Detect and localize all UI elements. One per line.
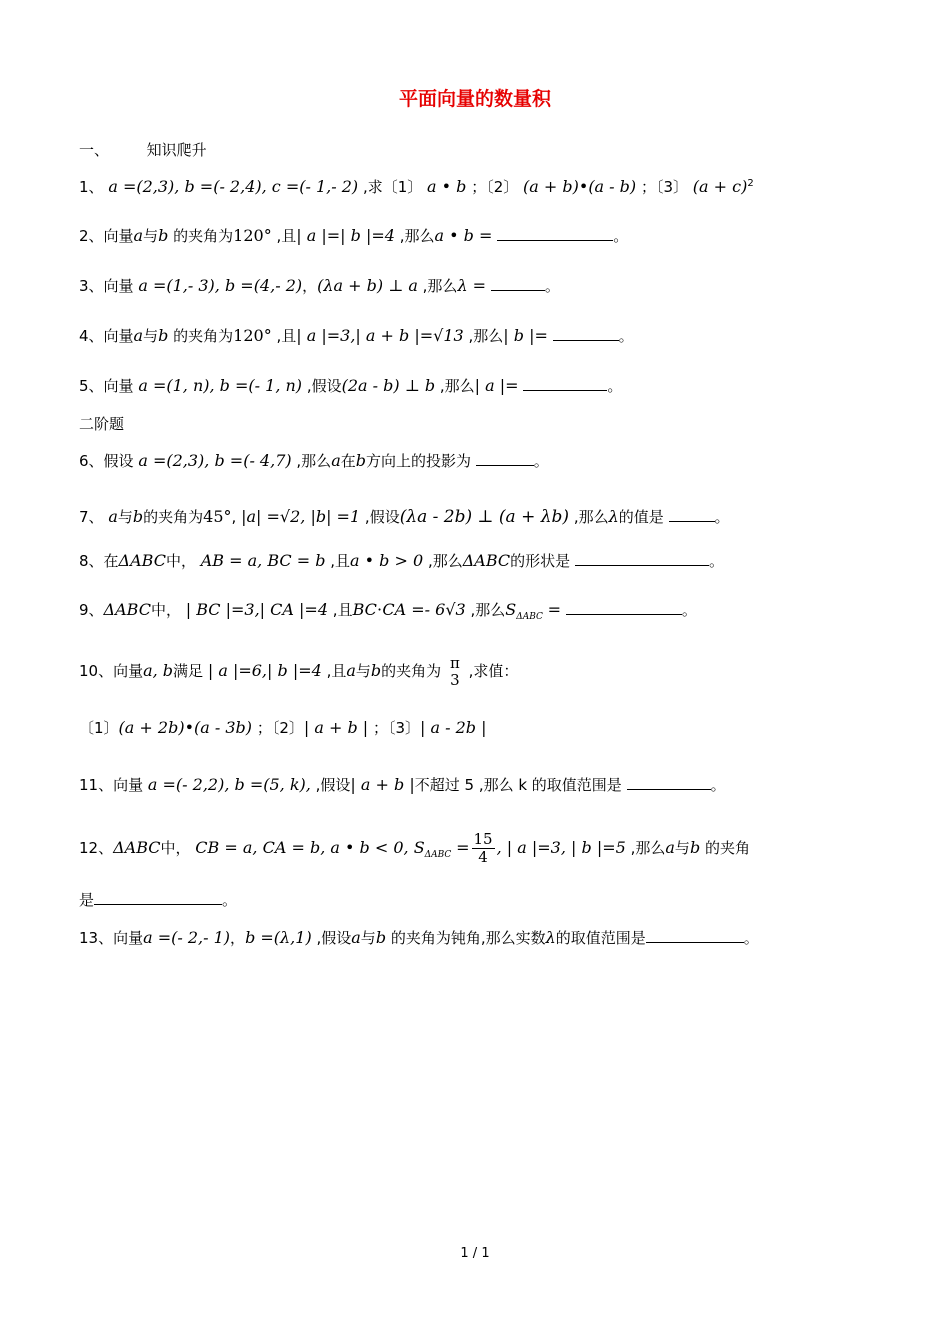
question-text: ， <box>230 929 246 947</box>
vector-b: b <box>132 507 144 526</box>
section-name: 二阶题 <box>79 415 125 433</box>
question-text: ,假设 <box>364 508 400 526</box>
math-expression: a • b > 0 <box>350 551 424 570</box>
vector-a: a <box>346 661 356 680</box>
vector-b: b <box>689 838 701 857</box>
question-6 <box>79 449 910 473</box>
question-text: 6、假设 <box>79 452 134 470</box>
vector-b: b <box>355 451 366 470</box>
question-9 <box>79 598 910 629</box>
answer-blank[interactable] <box>491 274 545 291</box>
math-expression: AB = a, BC = b <box>200 551 326 570</box>
vector-b: b <box>158 326 169 345</box>
question-text: 4、向量 <box>79 327 134 345</box>
question-text: ,那么 <box>296 452 332 470</box>
question-text: ；〔3〕 <box>372 719 420 737</box>
question-3 <box>79 274 910 298</box>
question-text: ,且 <box>276 227 297 245</box>
question-text: 的形状是 <box>510 552 571 570</box>
question-text: 。 <box>613 227 629 245</box>
area-symbol: S <box>505 600 517 619</box>
question-text: ；〔2〕 <box>256 719 304 737</box>
math-expression: (λa - 2b) ⊥ (a + λb) <box>399 507 570 527</box>
answer-blank[interactable] <box>646 926 744 943</box>
math-expression: a =(1,- 3), b =(4,- 2) <box>138 276 303 295</box>
question-text: 。 <box>533 452 549 470</box>
answer-blank[interactable] <box>476 449 534 466</box>
question-text: 。 <box>708 552 724 570</box>
question-text: 中， <box>165 552 196 570</box>
question-text: 。 <box>222 891 238 909</box>
vector-a: a <box>133 226 144 245</box>
math-expression: | a + b | <box>350 775 415 794</box>
question-12 <box>79 826 910 877</box>
question-text: 中， <box>150 601 181 619</box>
question-text: 。 <box>681 601 697 619</box>
lambda-symbol: λ <box>545 928 556 947</box>
subscript: ΔABC <box>516 612 543 622</box>
vector-a: a <box>133 326 144 345</box>
question-text: ,那么 <box>470 601 506 619</box>
math-expression: | a + b | <box>303 718 369 737</box>
question-text: ,且 <box>276 327 297 345</box>
math-expression: | a |=| b |=4 <box>296 226 395 245</box>
vector-b: b <box>158 226 169 245</box>
question-text: 的夹角为 <box>381 662 442 680</box>
question-text: ；〔3〕 <box>640 178 688 196</box>
math-expression: a =(- 2,2), b =(5, k), <box>147 775 311 794</box>
question-text: 方向上的投影为 <box>366 452 472 470</box>
math-expression: λ = <box>457 276 487 295</box>
question-text: ,假设 <box>316 929 352 947</box>
question-text: 中， <box>160 839 191 857</box>
question-text: 的取值范围是 <box>555 929 646 947</box>
math-expression: CB = a, CA = b, a • b < 0, S <box>195 838 425 857</box>
question-text: 3、向量 <box>79 277 134 295</box>
math-expression: a =(1, n), b =(- 1, n) <box>138 376 303 395</box>
question-text: ， <box>302 277 318 295</box>
page-number: 1 / 1 <box>460 1246 490 1261</box>
question-text: 的夹角为 <box>173 227 234 245</box>
question-text: 7、 <box>79 508 104 526</box>
question-10-parts <box>79 716 910 740</box>
vector-b: b <box>375 928 387 947</box>
question-text: , <box>231 508 237 526</box>
question-4 <box>79 324 910 348</box>
question-text: 2、向量 <box>79 227 134 245</box>
math-expression: = <box>456 838 470 857</box>
fraction-15-over-4 <box>472 831 495 866</box>
math-expression: | a - 2b | <box>420 718 487 737</box>
vector-b: b <box>370 661 382 680</box>
vector-a: a <box>351 928 361 947</box>
question-text: 的夹角为钝角,那么实数 <box>390 929 546 947</box>
question-text: 。 <box>710 776 726 794</box>
math-expression: | a |=6,| b |=4 <box>207 661 322 680</box>
question-text: ,假设 <box>315 776 351 794</box>
math-expression: | a |=3,| a + b |=√13 <box>296 326 464 345</box>
question-text: ,那么 <box>422 277 458 295</box>
math-expression: a, b <box>143 661 174 680</box>
question-text: ,求值： <box>468 662 519 680</box>
question-1 <box>79 172 910 199</box>
question-text: 的夹角 <box>704 839 750 857</box>
answer-blank[interactable] <box>566 598 682 615</box>
question-number: 1、 <box>79 178 104 196</box>
math-expression: |a| =√2, |b| =1 <box>241 507 361 526</box>
question-text: ,且 <box>330 552 351 570</box>
question-11 <box>79 773 910 797</box>
math-expression: (2a - b) ⊥ b <box>341 376 436 395</box>
subscript: ΔABC <box>424 850 452 860</box>
superscript: 2 <box>747 178 754 189</box>
question-text: ；〔2〕 <box>471 178 519 196</box>
question-text: 。 <box>618 327 634 345</box>
question-text: 与 <box>355 662 371 680</box>
fraction-pi-over-3 <box>448 655 462 689</box>
question-text: 10、向量 <box>79 662 144 680</box>
math-expression: | BC |=3,| CA |=4 <box>185 600 329 619</box>
vector-a: a <box>331 451 341 470</box>
question-text: 的夹角为 <box>173 327 234 345</box>
answer-blank[interactable] <box>553 324 619 341</box>
question-text: 的夹角为 <box>143 508 204 526</box>
vector-a: a <box>665 838 675 857</box>
question-text: 。 <box>544 277 560 295</box>
math-expression: a =(2,3), b =(- 2,4), c =(- 1,- 2) <box>108 177 359 196</box>
math-expression: BC⋅CA =- 6√3 <box>352 600 466 619</box>
triangle-label: ΔABC <box>103 600 151 619</box>
math-expression: a • b <box>427 177 467 196</box>
answer-blank[interactable] <box>627 773 711 790</box>
question-text: 是 <box>79 891 95 909</box>
question-text: ,求〔1〕 <box>362 178 423 196</box>
question-text: 满足 <box>173 662 204 680</box>
question-text: 不超过 5 ,那么 k 的取值范围是 <box>414 776 622 794</box>
question-text: 12、 <box>79 839 114 857</box>
question-text: ,那么 <box>468 327 504 345</box>
question-7 <box>79 505 910 529</box>
question-text: ,那么 <box>427 552 463 570</box>
math-expression: a =(2,3), b =(- 4,7) <box>138 451 292 470</box>
question-text: ,那么 <box>630 839 666 857</box>
denominator: 3 <box>450 670 460 689</box>
denominator: 4 <box>478 848 488 866</box>
question-text: 在 <box>340 452 356 470</box>
question-text: ,那么 <box>573 508 609 526</box>
section-name: 知识爬升 <box>146 141 207 159</box>
question-text: 与 <box>143 327 159 345</box>
question-8 <box>79 549 910 573</box>
question-text: 。 <box>607 377 623 395</box>
math-expression: a =(- 2,- 1) <box>143 928 231 947</box>
question-text: ,且 <box>326 662 347 680</box>
section-heading-1 <box>79 138 910 162</box>
question-text: ,且 <box>332 601 353 619</box>
math-expression: (λa + b) ⊥ a <box>317 276 418 295</box>
triangle-label: ΔABC <box>118 551 166 570</box>
angle-value: 120° <box>233 326 272 345</box>
angle-value: 120° <box>233 226 272 245</box>
question-12-continued <box>79 888 910 912</box>
question-10 <box>79 648 910 694</box>
question-text: 9、 <box>79 601 104 619</box>
question-text: 13、向量 <box>79 929 144 947</box>
question-text: ,那么 <box>399 227 435 245</box>
question-text: 〔1〕 <box>79 719 119 737</box>
numerator: 15 <box>473 830 493 848</box>
question-text: 11、向量 <box>79 776 144 794</box>
question-5 <box>79 374 910 398</box>
page-title: 平面向量的数量积 <box>398 88 551 110</box>
math-expression: (a + c) <box>692 177 748 196</box>
question-text: 5、向量 <box>79 377 134 395</box>
question-2 <box>79 224 910 248</box>
question-text: ,假设 <box>306 377 342 395</box>
vector-a: a <box>108 507 118 526</box>
triangle-label: ΔABC <box>462 551 511 570</box>
math-expression: (a + 2b)•(a - 3b) <box>118 718 253 737</box>
answer-blank[interactable] <box>669 505 715 522</box>
answer-blank[interactable] <box>575 549 709 566</box>
triangle-label: ΔABC <box>113 838 161 857</box>
numerator: π <box>449 653 460 672</box>
math-expression: (a + b)•(a - b) <box>523 177 637 196</box>
math-expression: b =(λ,1) <box>245 928 312 947</box>
angle-value: 45° <box>203 507 232 526</box>
math-expression: = <box>547 600 562 619</box>
question-text: 的值是 <box>618 508 664 526</box>
question-text: 与 <box>143 227 159 245</box>
section-number: 一、 <box>79 141 110 159</box>
question-13 <box>79 926 910 950</box>
math-expression: , | a |=3, | b |=5 <box>496 838 626 857</box>
question-text: 与 <box>360 929 376 947</box>
question-text: 与 <box>117 508 133 526</box>
lambda-symbol: λ <box>608 507 619 526</box>
question-text: 。 <box>714 508 730 526</box>
question-text: 与 <box>674 839 690 857</box>
question-text: 。 <box>743 929 759 947</box>
answer-blank[interactable] <box>497 224 613 241</box>
answer-blank[interactable] <box>94 888 222 905</box>
math-expression: | a |= <box>474 376 519 395</box>
section-heading-2 <box>79 412 910 436</box>
question-text: 8、在 <box>79 552 119 570</box>
math-expression: | b |= <box>503 326 548 345</box>
answer-blank[interactable] <box>523 374 607 391</box>
math-expression: a • b = <box>434 226 493 245</box>
question-text: ,那么 <box>439 377 475 395</box>
